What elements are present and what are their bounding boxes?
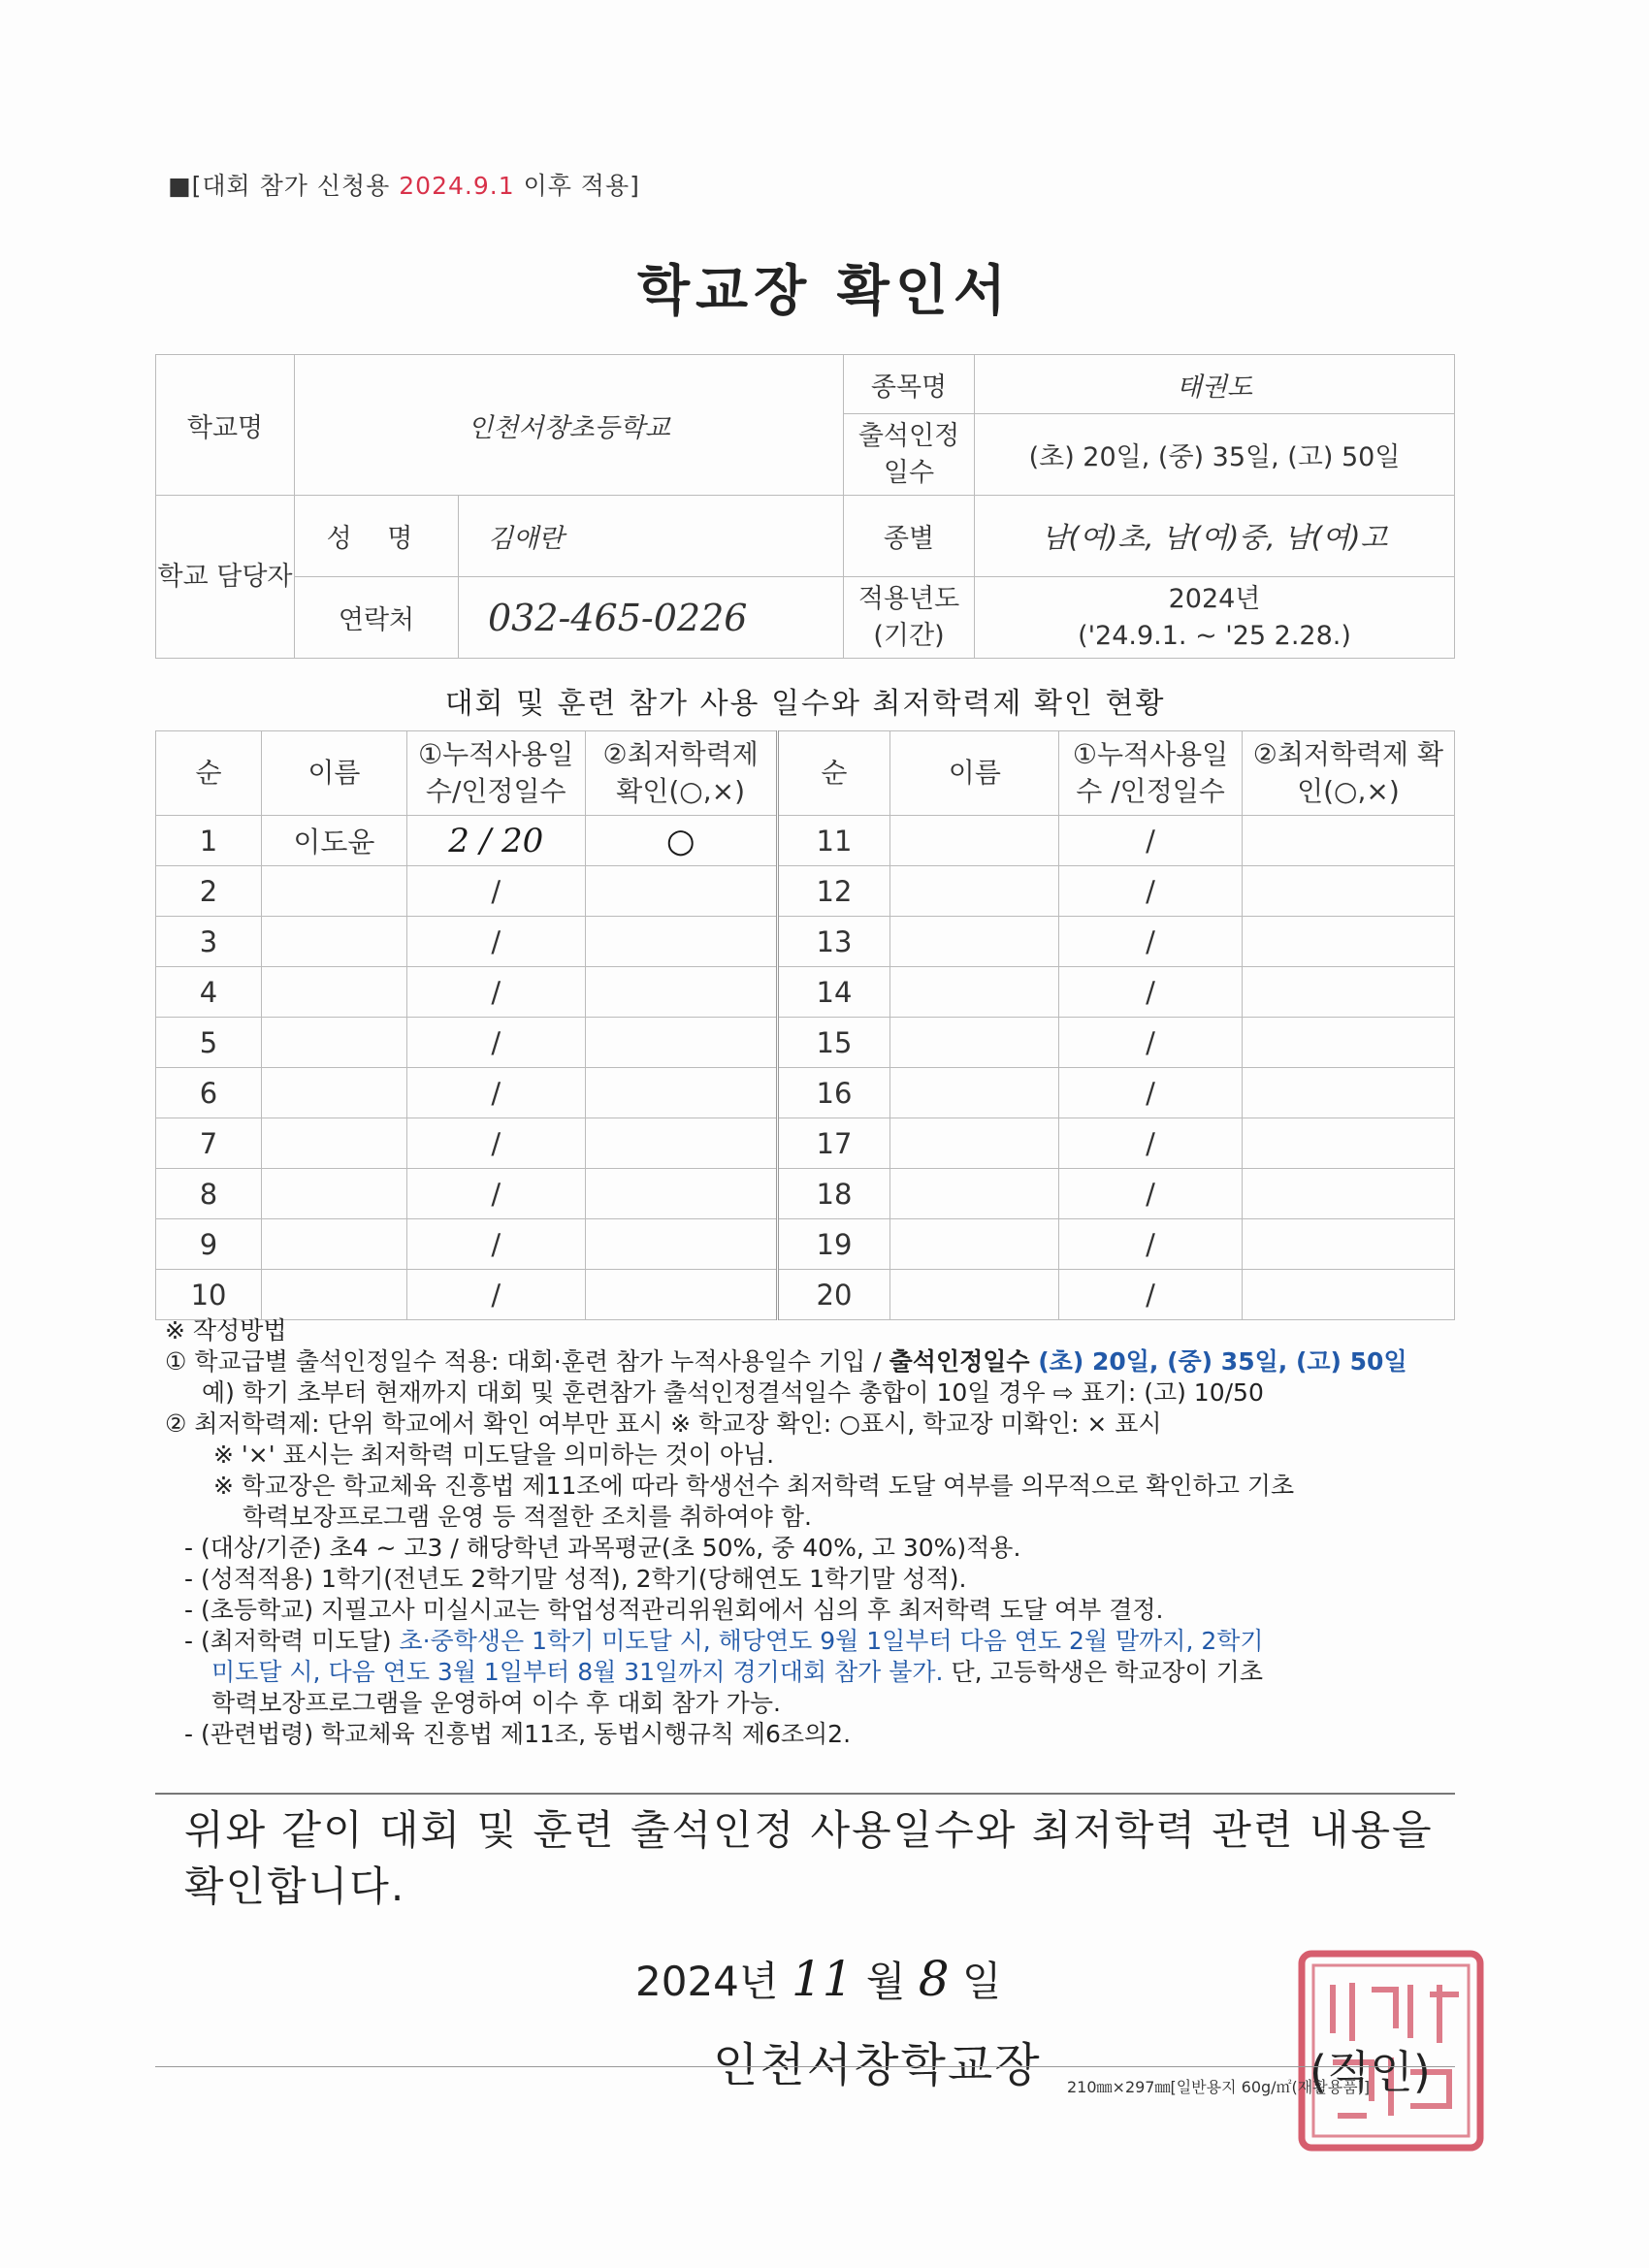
name-value: 김애란 xyxy=(459,496,844,577)
header-prefix: ■[대회 참가 신청용 xyxy=(168,172,391,200)
note-8d: 단, 고등학생은 학교장이 기초 xyxy=(943,1658,1264,1686)
row-days: / xyxy=(406,1270,585,1320)
row-check-2 xyxy=(1242,866,1454,917)
header-date: 2024.9.1 xyxy=(399,172,515,200)
gender-label: 종별 xyxy=(844,496,975,577)
col-days-2: ①누적사용일수 /인정일수 xyxy=(1059,731,1243,816)
row-name: 이도윤 xyxy=(262,816,407,866)
row-no-2: 16 xyxy=(777,1068,890,1118)
row-name-2 xyxy=(890,1270,1059,1320)
row-name-2 xyxy=(890,1018,1059,1068)
bottom-rule xyxy=(155,2066,1455,2067)
row-name xyxy=(262,866,407,917)
signer: 인천서창학교장 xyxy=(713,2038,1042,2092)
table-row xyxy=(156,917,1455,967)
note-1b: 출석인정일수 xyxy=(889,1347,1030,1376)
row-no: 1 xyxy=(156,816,262,866)
col-days: ①누적사용일 수/인정일수 xyxy=(406,731,585,816)
confirm-text: 위와 같이 대회 및 훈련 출석인정 사용일수와 최저학력 관련 내용을 확인합니다. xyxy=(184,1806,1434,1910)
row-name xyxy=(262,1068,407,1118)
note-6: - (성적적용) 1학기(전년도 2학기말 성적), 2학기(당해연도 1학기말 성적). xyxy=(184,1565,967,1593)
row-days-2: / xyxy=(1059,1118,1243,1169)
row-no: 6 xyxy=(156,1068,262,1118)
staff-label: 학교 담당자 xyxy=(156,496,295,659)
row-check-2 xyxy=(1242,967,1454,1018)
col-no-2: 순 xyxy=(777,731,890,816)
note-8b: 초·중학생은 1학기 미도달 시, 해당연도 9월 1일부터 다음 연도 2월 말까지, 2학기 xyxy=(399,1627,1264,1655)
year-value: 2024년 xyxy=(1168,583,1261,614)
row-name-2 xyxy=(890,1118,1059,1169)
row-days-2: / xyxy=(1059,866,1243,917)
table-row xyxy=(156,1219,1455,1270)
table-row xyxy=(156,1118,1455,1169)
row-name-2 xyxy=(890,816,1059,866)
row-name xyxy=(262,1169,407,1219)
attendance-label: 출석인정 일수 xyxy=(844,414,975,496)
note-8c: 미도달 시, 다음 연도 3월 1일부터 8월 31일까지 경기대회 참가 불가. xyxy=(211,1658,944,1686)
row-check xyxy=(585,1270,777,1320)
school-value: 인천서창초등학교 xyxy=(295,355,844,496)
note-8e: 학력보장프로그램을 운영하여 이수 후 대회 참가 가능. xyxy=(211,1689,781,1717)
date-line xyxy=(635,1950,1002,2008)
table-row xyxy=(156,967,1455,1018)
row-no: 7 xyxy=(156,1118,262,1169)
table-row xyxy=(156,816,1455,866)
note-1c: (초) 20일, (중) 35일, (고) 50일 xyxy=(1029,1347,1407,1376)
row-name-2 xyxy=(890,1219,1059,1270)
table-row xyxy=(156,866,1455,917)
col-check-2: ②최저학력제 확인(○,×) xyxy=(1242,731,1454,816)
date-month: 11 xyxy=(791,1951,854,2007)
period-value: ('24.9.1. ~ '25 2.28.) xyxy=(1078,620,1351,651)
notes-heading: ※ 작성방법 xyxy=(165,1316,287,1345)
row-days: / xyxy=(406,1018,585,1068)
note-5: - (대상/기준) 초4 ~ 고3 / 해당학년 과목평균(초 50%, 중 40%, 고 30%)적용. xyxy=(184,1534,1021,1562)
note-8-cont xyxy=(165,1657,1465,1688)
note-3: ※ '×' 표시는 최저학력 미도달을 의미하는 것이 아님. xyxy=(213,1441,775,1469)
section-title: 대회 및 훈련 참가 사용 일수와 최저학력제 확인 현황 xyxy=(444,687,1166,721)
row-name xyxy=(262,1219,407,1270)
row-no: 4 xyxy=(156,967,262,1018)
row-no: 9 xyxy=(156,1219,262,1270)
note-7: - (초등학교) 지필고사 미실시교는 학업성적관리위원회에서 심의 후 최저학력 도달 여부 결정. xyxy=(184,1596,1164,1624)
col-check: ②최저학력제 확인(○,×) xyxy=(585,731,777,816)
row-check-2 xyxy=(1242,816,1454,866)
contact-value: 032-465-0226 xyxy=(459,577,844,659)
notes xyxy=(165,1315,1465,1750)
row-name xyxy=(262,1018,407,1068)
row-name xyxy=(262,967,407,1018)
row-no: 2 xyxy=(156,866,262,917)
row-check: ○ xyxy=(585,816,777,866)
row-check-2 xyxy=(1242,1018,1454,1068)
row-check-2 xyxy=(1242,1068,1454,1118)
row-name-2 xyxy=(890,967,1059,1018)
row-days-2: / xyxy=(1059,1219,1243,1270)
col-name-2: 이름 xyxy=(890,731,1059,816)
row-days: / xyxy=(406,967,585,1018)
row-check-2 xyxy=(1242,917,1454,967)
row-no-2: 13 xyxy=(777,917,890,967)
name-label: 성 명 xyxy=(295,496,459,577)
row-no: 3 xyxy=(156,917,262,967)
row-no-2: 20 xyxy=(777,1270,890,1320)
header-suffix: 이후 적용] xyxy=(523,172,640,200)
note-1 xyxy=(165,1346,1465,1377)
usage-table xyxy=(155,730,1455,1320)
row-days-2: / xyxy=(1059,967,1243,1018)
row-days: 2 / 20 xyxy=(406,816,585,866)
note-1a: ① 학교급별 출석인정일수 적용: 대회·훈련 참가 누적사용일수 기입 / xyxy=(165,1347,889,1376)
row-check xyxy=(585,1219,777,1270)
row-check xyxy=(585,967,777,1018)
row-check-2 xyxy=(1242,1118,1454,1169)
note-4a: ※ 학교장은 학교체육 진흥법 제11조에 따라 학생선수 최저학력 도달 여부를 의무적으로 확인하고 기초 xyxy=(213,1472,1295,1500)
date-month-unit: 월 xyxy=(865,1958,906,2005)
row-check-2 xyxy=(1242,1219,1454,1270)
row-no: 10 xyxy=(156,1270,262,1320)
row-days: / xyxy=(406,1068,585,1118)
row-check-2 xyxy=(1242,1270,1454,1320)
row-days-2: / xyxy=(1059,1169,1243,1219)
row-check-2 xyxy=(1242,1169,1454,1219)
info-table xyxy=(155,354,1455,659)
sport-value: 태권도 xyxy=(975,355,1455,414)
row-name-2 xyxy=(890,1068,1059,1118)
row-name xyxy=(262,1270,407,1320)
row-no-2: 18 xyxy=(777,1169,890,1219)
row-check xyxy=(585,917,777,967)
row-days: / xyxy=(406,1219,585,1270)
row-check xyxy=(585,1068,777,1118)
row-check xyxy=(585,1018,777,1068)
divider xyxy=(155,1793,1455,1795)
note-8a: - (최저학력 미도달) xyxy=(184,1627,400,1655)
row-name-2 xyxy=(890,917,1059,967)
row-no-2: 19 xyxy=(777,1219,890,1270)
row-days: / xyxy=(406,1118,585,1169)
row-no-2: 14 xyxy=(777,967,890,1018)
table-row xyxy=(156,1068,1455,1118)
date-day-unit: 일 xyxy=(961,1958,1002,2005)
table-row xyxy=(156,1169,1455,1219)
gender-value: 남(여)초, 남(여)중, 남(여)고 xyxy=(975,496,1455,577)
note-1d: 예) 학기 초부터 현재까지 대회 및 훈련참가 출석인정결석일수 총합이 10일 경우 ⇨ 표기: (고) 10/50 xyxy=(202,1378,1264,1407)
page-title: 학교장 확인서 xyxy=(636,260,1013,323)
note-4b: 학력보장프로그램 운영 등 적절한 조치를 취하여야 함. xyxy=(242,1503,812,1531)
row-check xyxy=(585,1169,777,1219)
row-no: 5 xyxy=(156,1018,262,1068)
row-check xyxy=(585,1118,777,1169)
row-no-2: 11 xyxy=(777,816,890,866)
row-days-2: / xyxy=(1059,1018,1243,1068)
row-days-2: / xyxy=(1059,1068,1243,1118)
year-label: 적용년도 (기간) xyxy=(844,577,975,659)
row-name xyxy=(262,1118,407,1169)
row-name-2 xyxy=(890,1169,1059,1219)
attendance-value: (초) 20일, (중) 35일, (고) 50일 xyxy=(975,414,1455,496)
school-label: 학교명 xyxy=(156,355,295,496)
table-row xyxy=(156,1018,1455,1068)
table-row xyxy=(156,1270,1455,1320)
row-days: / xyxy=(406,1169,585,1219)
row-days-2: / xyxy=(1059,816,1243,866)
col-no: 순 xyxy=(156,731,262,816)
date-year: 2024년 xyxy=(635,1958,779,2005)
row-days: / xyxy=(406,917,585,967)
sport-label: 종목명 xyxy=(844,355,975,414)
year-cell xyxy=(975,577,1455,659)
seal-label: (직인) xyxy=(1310,2046,1431,2098)
row-days-2: / xyxy=(1059,917,1243,967)
note-2: ② 최저학력제: 단위 학교에서 확인 여부만 표시 ※ 학교장 확인: ○표시, 학교장 미확인: × 표시 xyxy=(165,1409,1162,1438)
col-name: 이름 xyxy=(262,731,407,816)
date-day: 8 xyxy=(918,1951,950,2007)
row-name xyxy=(262,917,407,967)
row-no-2: 15 xyxy=(777,1018,890,1068)
row-days: / xyxy=(406,866,585,917)
header-note xyxy=(168,167,640,202)
note-9: - (관련법령) 학교체육 진흥법 제11조, 동법시행규칙 제6조의2. xyxy=(184,1720,852,1748)
row-check xyxy=(585,866,777,917)
row-no-2: 12 xyxy=(777,866,890,917)
row-no-2: 17 xyxy=(777,1118,890,1169)
row-name-2 xyxy=(890,866,1059,917)
note-8 xyxy=(165,1626,1465,1657)
contact-label: 연락처 xyxy=(295,577,459,659)
row-days-2: / xyxy=(1059,1270,1243,1320)
row-no: 8 xyxy=(156,1169,262,1219)
paper-spec: 210㎜×297㎜[일반용지 60g/㎡(재활용품)] xyxy=(1067,2078,1371,2096)
